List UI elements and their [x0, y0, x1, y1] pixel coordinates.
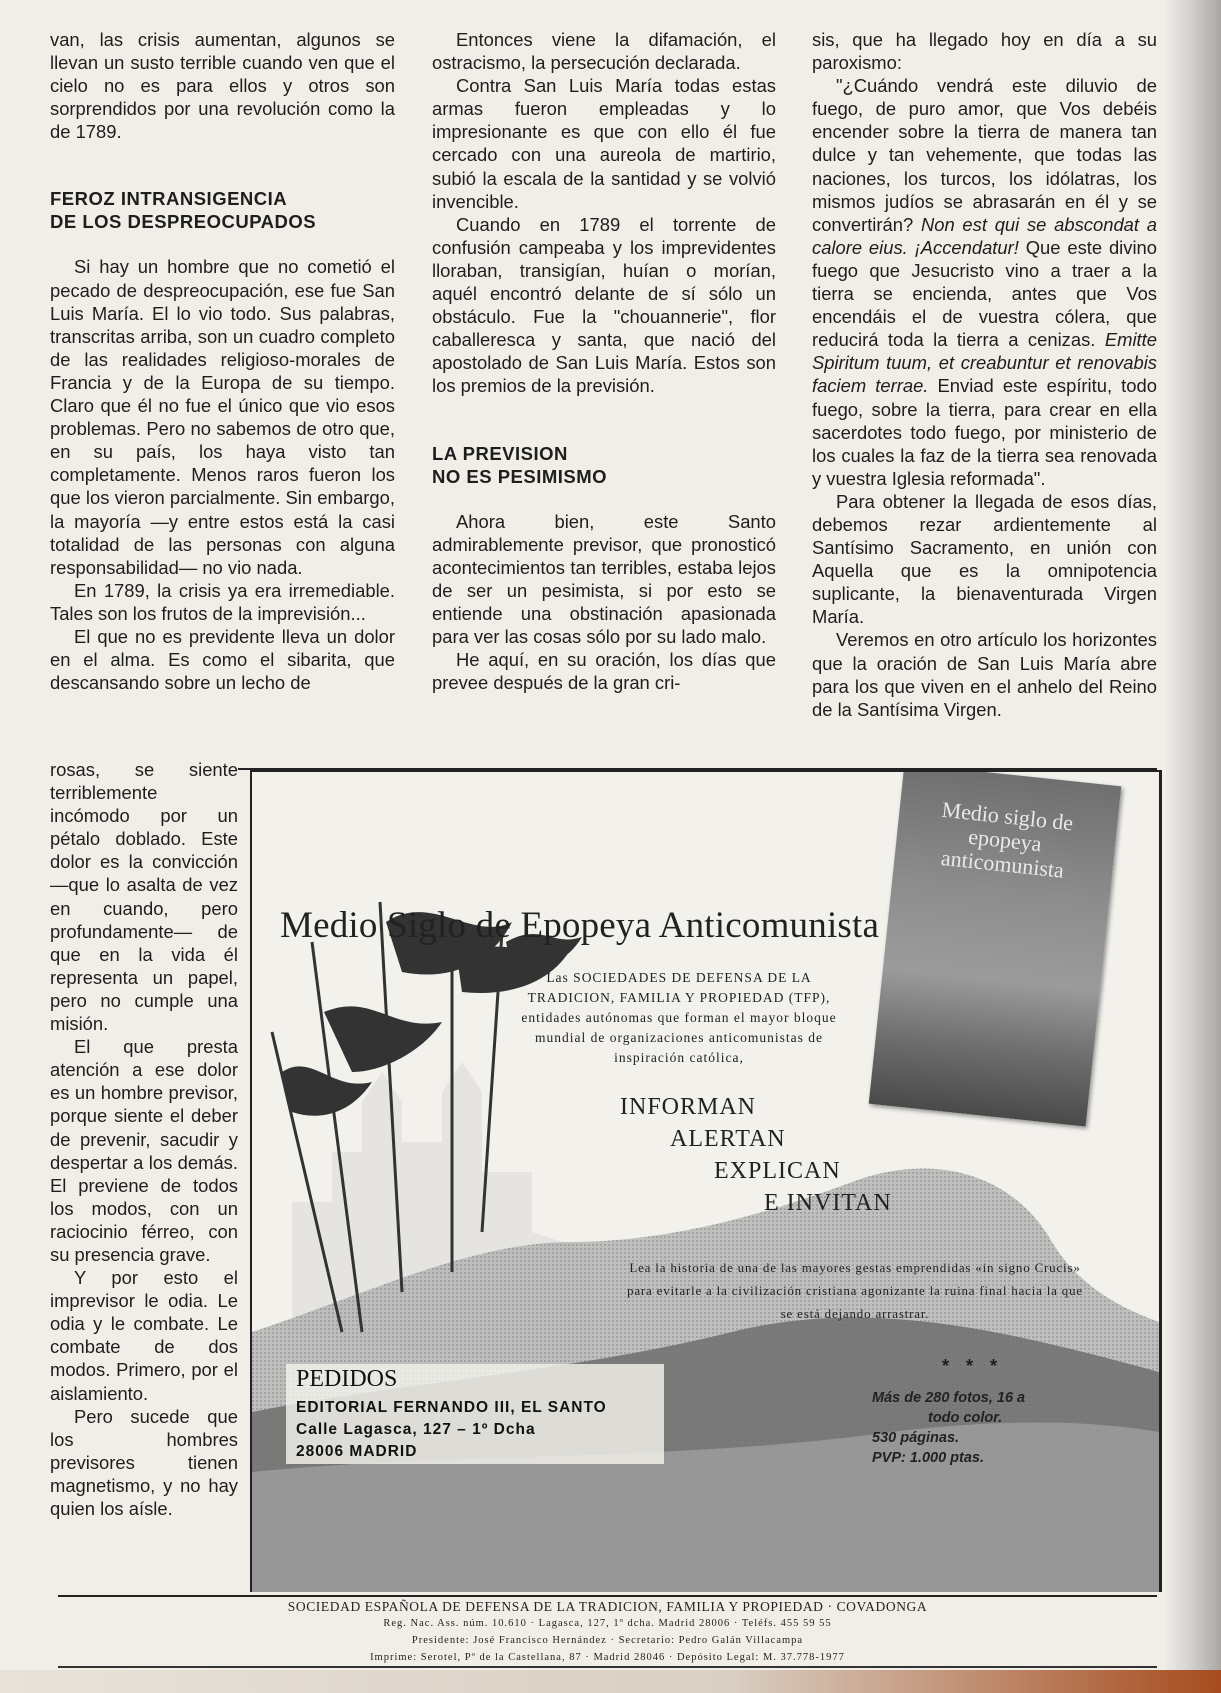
col1-paragraph-4: El que no es previdente lleva un dolor en el alma. Es como el sibarita, que descansando sobre un lecho de	[50, 625, 395, 694]
ad-verb-4: E INVITAN	[764, 1190, 892, 1216]
ad-verb-2: ALERTAN	[670, 1126, 786, 1152]
col3-prayer-part-c: Que este divino fuego que Jesucristo vino a traer a la tierra se encienda, antes que Vos encendáis el de vuestra cólera, que reducirá toda la tierra a cenizas.	[812, 236, 1157, 351]
footer-rule	[58, 1595, 1157, 1597]
col3-prayer-part-a: "¿Cuándo vendrá este diluvio de fuego, de puro amor, que Vos debéis encender sobre la tierra de manera tan dulce y tan vehemente, que todas las naciones, los turcos, los idólatras, los mismos judíos se abrasarán en él y se convertirán?	[812, 75, 1157, 235]
col3-prayer-latin-2: Emitte Spiritum tuum, et creabuntur et renovabis faciem terrae.	[812, 329, 1157, 397]
footer-society: SOCIEDAD ESPAÑOLA DE DEFENSA DE LA TRADICION, FAMILIA Y PROPIEDAD · COVADONGA	[287, 1599, 928, 1614]
col1-paragraph-5: El que presta atención a ese dolor es un hombre previsor, porque siente el deber de prevenir, sacudir y despertar a los demás. El previene de todos los modos, con un raciocinio férreo, con su presencia grave.	[50, 1036, 238, 1265]
orders-street: Calle Lagasca, 127 – 1º Dcha	[296, 1421, 536, 1438]
orders-title: PEDIDOS	[296, 1366, 398, 1392]
footer-registration: Reg. Nac. Ass. núm. 10.610 · Lagasca, 127, 1º dcha. Madrid 28006 · Teléfs. 455 59 55	[383, 1618, 832, 1629]
book-advertisement	[250, 770, 1162, 1592]
col1-paragraph-4-continued: rosas, se siente terriblemente incómodo por un pétalo doblado. Este dolor es la convicción —que lo asalta de vez en cuando, pero profundamente— de que en la vida él representa un papel, pero no cumple una misión.	[50, 759, 238, 1035]
ad-specs	[872, 1388, 1082, 1468]
orders-address	[296, 1397, 607, 1463]
col2-paragraph-1: Entonces viene la difamación, el ostracismo, la persecución declarada.	[432, 29, 776, 74]
col2-heading-line-2: NO ES PESIMISMO	[432, 465, 608, 487]
page-binding-shadow	[1166, 0, 1221, 1693]
col1-heading-line-2: DE LOS DESPREOCUPADOS	[50, 211, 317, 233]
col1-paragraph-2: Si hay un hombre que no cometió el pecado de despreocupación, ese fue San Luis María. El lo vio todo. Sus palabras, transcritas arriba, son un cuadro completo de las realidades religioso-morales de Francia y de la Europa de su tiempo. Claro que él no fue el único que vio esos problemas. Pero no sabemos de otro que, en su país, los haya visto tan completamente. Menos raros fueron los que los vieron parcialmente. Sin embargo, la mayoría —y entre estos está la casi totalidad de las personas con alguna responsabilidad— no vio nada.	[50, 256, 395, 578]
col2-heading-line-1: LA PREVISION	[432, 442, 568, 464]
ad-specs-line-1: Más de 280 fotos, 16 a	[872, 1390, 1026, 1406]
ad-specs-price: PVP: 1.000 ptas.	[872, 1450, 985, 1466]
ad-intro: Las SOCIEDADES DE DEFENSA DE LA TRADICION, FAMILIA Y PROPIEDAD (TFP), entidades autónomas que forman el mayor bloque mundial de organizaciones anticomunistas de inspiración católica,	[521, 970, 837, 1065]
col1-paragraph-6: Y por esto el imprevisor le odia. Le odia y le combate. Le combate de dos modos. Primero, por el aislamiento.	[50, 1267, 238, 1404]
col1-paragraph-7: Pero sucede que los hombres previsores tienen magnetismo, y no hay quien los aísle.	[50, 1405, 238, 1519]
orders-city: 28006 MADRID	[296, 1443, 418, 1460]
column-2	[432, 28, 776, 694]
col3-paragraph-3: Para obtener la llegada de esos días, debemos rezar ardientemente al Santísimo Sacramento, en unión con Aquella que es la omnipotencia suplicante, la bienaventurada Virgen María.	[812, 490, 1157, 628]
column-1	[50, 28, 395, 694]
col3-paragraph-4: Veremos en otro artículo los horizontes que la oración de San Luis María abre para los que viven en el anhelo del Reino de la Santísima Virgen.	[812, 629, 1157, 720]
ad-title: Medio Siglo de Epopeya Anticomunista	[280, 905, 880, 946]
footer-imprint	[58, 1598, 1157, 1666]
page-bottom-edge	[0, 1670, 1221, 1693]
ad-specs-line-2: todo color.	[928, 1410, 1003, 1426]
col1-heading-line-1: FEROZ INTRANSIGENCIA	[50, 188, 288, 210]
column-3	[812, 28, 1157, 721]
col2-paragraph-5: He aquí, en su oración, los días que prevee después de la gran cri-	[432, 649, 776, 694]
col3-prayer-part-e: Enviad este espíritu, todo fuego, sobre la tierra, para crear en ella sacerdotes todo fuego, por ministerio de los cuales la faz de la tierra sea renovada y vuestra Iglesia reformada".	[812, 375, 1157, 489]
ad-description: Lea la historia de una de las mayores gestas emprendidas «in signo Crucis» para evitarle a la civilización cristiana agonizante la ruina final hacia la que se está dejando arrastrar.	[627, 1260, 1083, 1321]
col3-paragraph-1: sis, que ha llegado hoy en día a su paroxismo:	[812, 29, 1157, 74]
col2-paragraph-3: Cuando en 1789 el torrente de confusión campeaba y los imprevidentes lloraban, transigían, huían o morían, aquél encontró delante de sí sólo un obstáculo. Fue la "chouannerie", flor caballeresca y santa, que nació del apostolado de San Luis María. Estos son los premios de la previsión.	[432, 213, 776, 397]
ad-verb-1: INFORMAN	[620, 1094, 757, 1120]
footer-officers: Presidente: José Francisco Hernández · Secretario: Pedro Galán Villacampa	[411, 1635, 804, 1646]
ad-verb-3: EXPLICAN	[714, 1158, 841, 1184]
footer-printer: Imprime: Serotel, Pº de la Castellana, 87 · Madrid 28046 · Depósito Legal: M. 37.778-1977	[370, 1652, 845, 1663]
ad-specs-line-3: 530 páginas.	[872, 1430, 960, 1446]
footer-bottom-rule	[58, 1666, 1157, 1668]
col3-prayer	[812, 74, 1157, 490]
col3-prayer-latin-1: Non est qui se abscondat a calore eius. ¡Accendatur!	[812, 213, 1157, 258]
col1-paragraph-3: En 1789, la crisis ya era irremediable. Tales son los frutos de la imprevisión...	[50, 579, 395, 624]
col2-paragraph-4: Ahora bien, este Santo admirablemente previsor, que pronosticó acontecimientos tan terribles, estaba lejos de ser un pesimista, si por esto se entiende una obstinación apasionada para ver las cosas sólo por su lado malo.	[432, 510, 776, 647]
ad-stars: * * *	[942, 1356, 1004, 1376]
col2-paragraph-2: Contra San Luis María todas estas armas fueron empleadas y lo impresionante es que con ello él fue cercado con una aureola de martirio, subió la escala de la santidad y se volvió invencible.	[432, 75, 776, 212]
col1-paragraph-1: van, las crisis aumentan, algunos se llevan un susto terrible cuando ven que el cielo no es para ellos y otros son sorprendidos por una revolución como la de 1789.	[50, 29, 395, 143]
book-cover-title: Medio siglo de epopeya anticomunista	[939, 796, 1075, 883]
orders-publisher: EDITORIAL FERNANDO III, EL SANTO	[296, 1399, 607, 1416]
column-1-lower	[50, 758, 238, 1520]
book-cover-image	[869, 770, 1122, 1126]
